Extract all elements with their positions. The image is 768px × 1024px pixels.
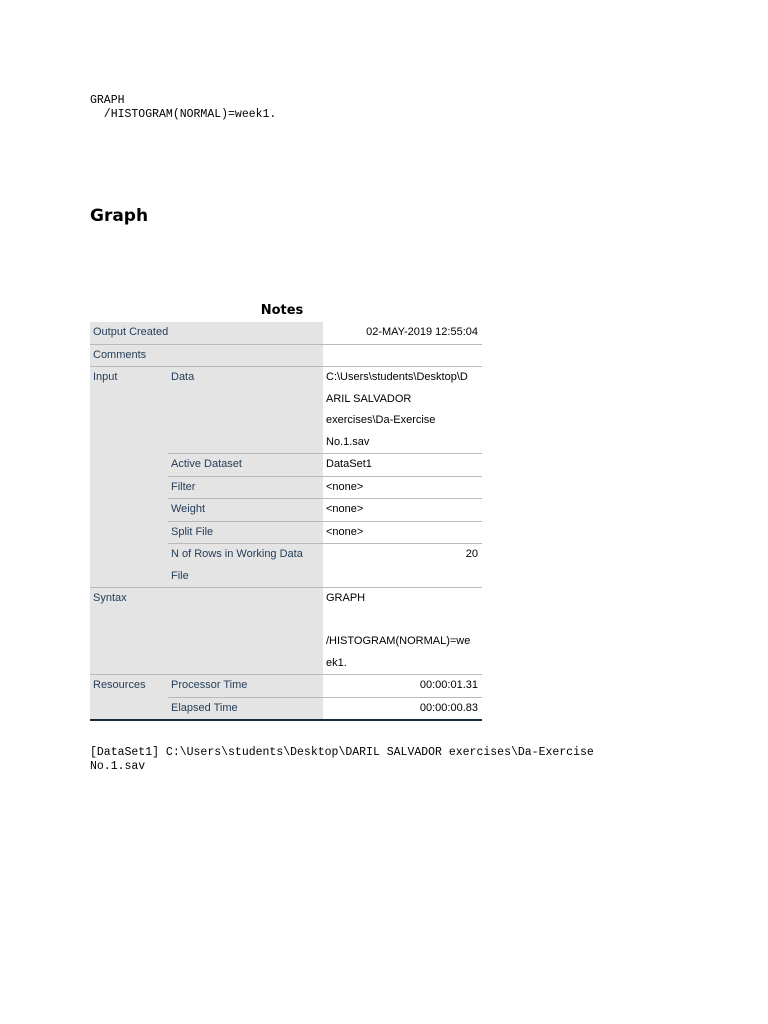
cell-value: <none> [323, 499, 482, 522]
table-row [90, 675, 482, 698]
row-group-label: Resources [90, 675, 168, 721]
row-label: Data [168, 367, 323, 454]
cell-value: 02-MAY-2019 12:55:04 [323, 322, 482, 344]
row-label-line: File [171, 569, 189, 582]
cell-value: 00:00:00.83 [323, 697, 482, 720]
cell-value: 20 [323, 544, 482, 588]
row-label: Weight [168, 499, 323, 522]
notes-title: Notes [260, 303, 304, 318]
dataset-path-line: [DataSet1] C:\Users\students\Desktop\DARIL SALVADOR exercises\Da-Exercise [90, 746, 594, 759]
cell-value [323, 588, 482, 675]
row-group-label: Input [90, 367, 168, 588]
notes-table-block [90, 300, 482, 721]
cell-value: <none> [323, 476, 482, 499]
cell-value: <none> [323, 521, 482, 544]
row-label: Comments [90, 344, 323, 367]
cell-value-line: /HISTOGRAM(NORMAL)=we [326, 635, 471, 647]
section-heading: Graph [90, 206, 149, 226]
cell-value-line: exercises\Da-Exercise [326, 414, 436, 426]
notes-table [90, 322, 482, 721]
table-row [90, 322, 482, 344]
row-label: Filter [168, 476, 323, 499]
syntax-line: /HISTOGRAM(NORMAL)=week1. [90, 108, 277, 121]
row-label: Split File [168, 521, 323, 544]
cell-value: 00:00:01.31 [323, 675, 482, 698]
cell-value: DataSet1 [323, 454, 482, 477]
row-label: Elapsed Time [168, 697, 323, 720]
table-row [90, 588, 482, 675]
cell-value-line: C:\Users\students\Desktop\D [326, 371, 468, 383]
row-label: Active Dataset [168, 454, 323, 477]
syntax-line: GRAPH [90, 94, 125, 107]
cell-value [323, 344, 482, 367]
row-label: Processor Time [168, 675, 323, 698]
cell-value-line: GRAPH [326, 592, 366, 604]
dataset-path [90, 746, 594, 774]
row-label: Syntax [90, 588, 323, 675]
cell-value-line: ARIL SALVADOR [326, 392, 412, 405]
syntax-block [90, 94, 276, 122]
table-row [90, 344, 482, 367]
row-label [168, 544, 323, 588]
cell-value-line: ek1. [326, 656, 347, 669]
cell-value-line [326, 610, 479, 632]
dataset-path-line: No.1.sav [90, 760, 146, 773]
cell-value-line: No.1.sav [326, 435, 370, 448]
row-label-line: N of Rows in Working Data [171, 548, 303, 560]
row-label: Output Created [90, 322, 323, 344]
table-row [90, 367, 482, 454]
cell-value [323, 367, 482, 454]
